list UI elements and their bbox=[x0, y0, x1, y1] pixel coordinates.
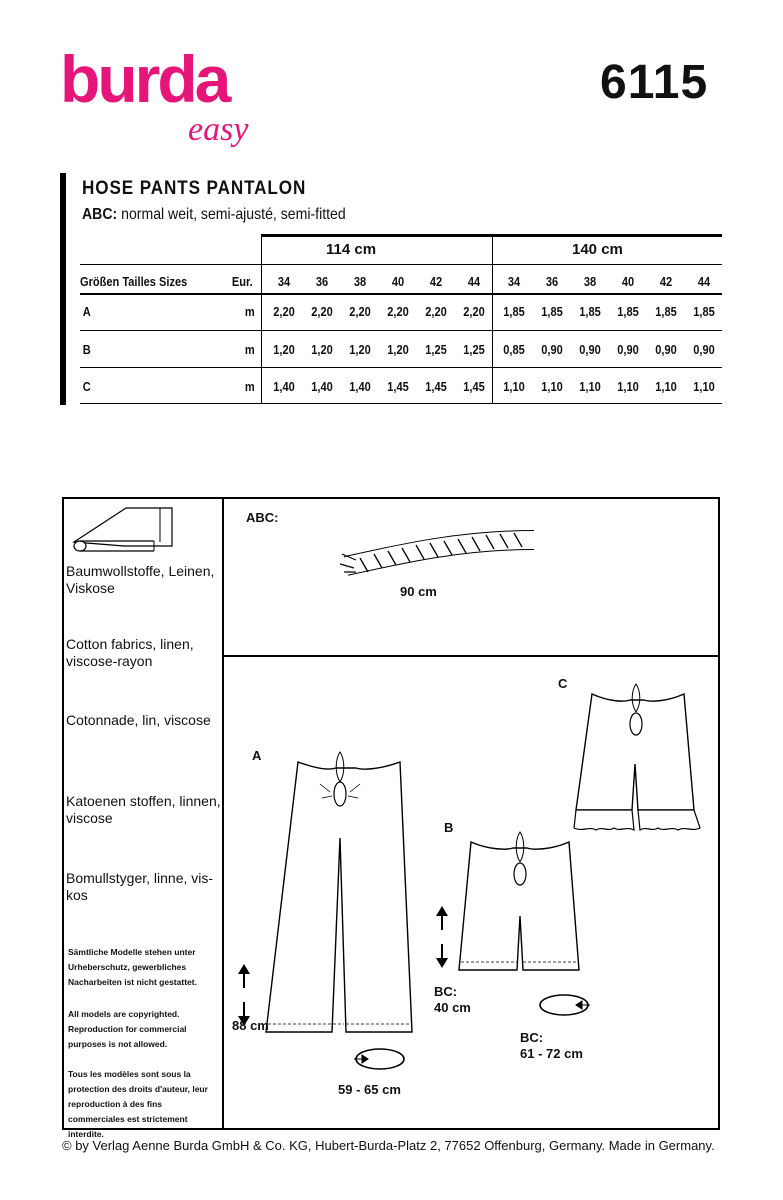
size-header: 40 bbox=[391, 274, 405, 289]
size-label: Größen Tailles Sizes bbox=[80, 274, 188, 289]
size-header: 42 bbox=[659, 274, 673, 289]
view-c-label: C bbox=[558, 676, 568, 691]
size-header: 40 bbox=[621, 274, 635, 289]
yardage-cell: 1,10 bbox=[693, 379, 715, 394]
yardage-cell: 2,20 bbox=[387, 304, 409, 319]
yardage-cell: 1,45 bbox=[387, 379, 409, 394]
yardage-cell: 0,90 bbox=[617, 342, 639, 357]
yardage-cell: 0,85 bbox=[503, 342, 525, 357]
size-header: 34 bbox=[277, 274, 291, 289]
yardage-cell: 1,40 bbox=[349, 379, 371, 394]
yardage-cell: 1,40 bbox=[273, 379, 295, 394]
table-rule bbox=[80, 367, 722, 368]
yardage-cell: 1,25 bbox=[463, 342, 485, 357]
yardage-cell: 1,85 bbox=[693, 304, 715, 319]
yardage-cell: 2,20 bbox=[273, 304, 295, 319]
view-a-hem: 59 - 65 cm bbox=[338, 1082, 401, 1097]
yardage-cell: 2,20 bbox=[349, 304, 371, 319]
burda-easy-logo bbox=[60, 40, 290, 150]
size-header: 36 bbox=[315, 274, 329, 289]
yardage-cell: 1,20 bbox=[349, 342, 371, 357]
yardage-cell: 1,45 bbox=[463, 379, 485, 394]
yardage-cell: 1,85 bbox=[617, 304, 639, 319]
fabric-roll-icon bbox=[68, 502, 178, 558]
view-a-pants-drawing bbox=[260, 748, 420, 1038]
view-a-label: A bbox=[252, 748, 262, 763]
fabric-text-de: Baumwollstoffe, Leinen, Viskose bbox=[66, 563, 215, 596]
length-arrow-icon bbox=[432, 904, 452, 970]
view-bc-hem-value: 61 - 72 cm bbox=[520, 1046, 583, 1061]
fabric-text-fr: Cotonnade, lin, viscose bbox=[66, 712, 211, 728]
table-rule bbox=[80, 293, 722, 295]
size-header: 38 bbox=[583, 274, 597, 289]
view-bc-length bbox=[434, 984, 471, 1016]
size-header: 42 bbox=[429, 274, 443, 289]
notions-label: ABC: bbox=[246, 510, 279, 525]
yardage-cell: 2,20 bbox=[463, 304, 485, 319]
yardage-cell: 0,90 bbox=[541, 342, 563, 357]
size-header: 34 bbox=[507, 274, 521, 289]
panel-divider bbox=[222, 497, 224, 1130]
width-header: 114 cm bbox=[326, 241, 377, 258]
pattern-number: 6115 bbox=[600, 56, 709, 109]
unit-label: m bbox=[244, 304, 255, 319]
yardage-cell: 1,85 bbox=[541, 304, 563, 319]
yardage-cell: 1,20 bbox=[387, 342, 409, 357]
logo-sub-text: easy bbox=[188, 111, 249, 148]
view-a-length: 88 cm bbox=[232, 1018, 269, 1033]
cord-illustration bbox=[340, 526, 540, 576]
eur-label: Eur. bbox=[231, 274, 253, 289]
size-header: 44 bbox=[697, 274, 711, 289]
fabric-text-sv: Bomullstyger, linne, vis-kos bbox=[66, 870, 214, 903]
yardage-cell: 1,10 bbox=[617, 379, 639, 394]
yardage-cell: 1,10 bbox=[541, 379, 563, 394]
yardage-cell: 0,90 bbox=[693, 342, 715, 357]
view-label: B bbox=[82, 342, 91, 357]
yardage-cell: 1,85 bbox=[579, 304, 601, 319]
view-bc-hem bbox=[520, 1030, 583, 1062]
copyright-note-de: Sämtliche Modelle stehen unter Urheberschutz, gewerbliches Nacharbeiten ist nicht gestattet. bbox=[68, 947, 197, 987]
yardage-cell: 0,90 bbox=[655, 342, 677, 357]
width-header: 140 cm bbox=[572, 241, 623, 258]
yardage-cell: 1,10 bbox=[503, 379, 525, 394]
yardage-cell: 1,10 bbox=[655, 379, 677, 394]
view-bc-hem-label: BC: bbox=[520, 1030, 544, 1045]
table-rule bbox=[80, 264, 722, 265]
yardage-cell: 1,45 bbox=[425, 379, 447, 394]
view-label: C bbox=[82, 379, 91, 394]
fabric-text-nl: Katoenen stoffen, linnen, viscose bbox=[66, 793, 221, 826]
view-label: A bbox=[82, 304, 91, 319]
yardage-cell: 1,10 bbox=[579, 379, 601, 394]
waist-circumference-icon bbox=[350, 1044, 410, 1074]
copyright-note-en: All models are copyrighted. Reproduction for commercial purposes is not allowed. bbox=[68, 1009, 187, 1049]
copyright-note-fr: Tous les modèles sont sous la protection des droits d'auteur, leur reproduction à des fins commerciales est strictement interdite. bbox=[68, 1069, 208, 1139]
view-b-shorts-drawing bbox=[455, 828, 585, 976]
yardage-cell: 1,20 bbox=[311, 342, 333, 357]
table-rule bbox=[80, 403, 722, 404]
view-b-label: B bbox=[444, 820, 454, 835]
size-header: 36 bbox=[545, 274, 559, 289]
view-bc-length-value: 40 cm bbox=[434, 1000, 471, 1015]
yardage-cell: 2,20 bbox=[311, 304, 333, 319]
fabric-text-en: Cotton fabrics, linen, viscose-rayon bbox=[66, 636, 194, 669]
yardage-table bbox=[80, 234, 722, 404]
view-bc-length-label: BC: bbox=[434, 984, 458, 999]
table-divider bbox=[492, 234, 493, 404]
title-bar bbox=[60, 173, 66, 405]
pattern-title: HOSE PANTS PANTALON bbox=[82, 178, 307, 199]
fit-label: ABC: bbox=[82, 206, 118, 223]
panel-divider bbox=[222, 655, 720, 657]
yardage-cell: 1,25 bbox=[425, 342, 447, 357]
yardage-cell: 1,40 bbox=[311, 379, 333, 394]
unit-label: m bbox=[244, 342, 255, 357]
cord-length: 90 cm bbox=[400, 584, 437, 599]
size-header: 44 bbox=[467, 274, 481, 289]
fit-description bbox=[82, 206, 346, 224]
table-rule bbox=[80, 330, 722, 331]
yardage-cell: 1,20 bbox=[273, 342, 295, 357]
fit-text: normal weit, semi-ajusté, semi-fitted bbox=[117, 206, 346, 223]
unit-label: m bbox=[244, 379, 255, 394]
yardage-cell: 0,90 bbox=[579, 342, 601, 357]
size-header: 38 bbox=[353, 274, 367, 289]
logo-brand-text: burda bbox=[60, 42, 229, 116]
yardage-cell: 2,20 bbox=[425, 304, 447, 319]
yardage-cell: 1,85 bbox=[503, 304, 525, 319]
yardage-cell: 1,85 bbox=[655, 304, 677, 319]
view-c-shorts-drawing bbox=[566, 682, 706, 834]
waist-circumference-icon bbox=[534, 990, 594, 1020]
footer-copyright: © by Verlag Aenne Burda GmbH & Co. KG, Hubert-Burda-Platz 2, 77652 Offenburg, Germany. Made in Germany. bbox=[62, 1138, 715, 1153]
table-divider bbox=[261, 234, 262, 404]
